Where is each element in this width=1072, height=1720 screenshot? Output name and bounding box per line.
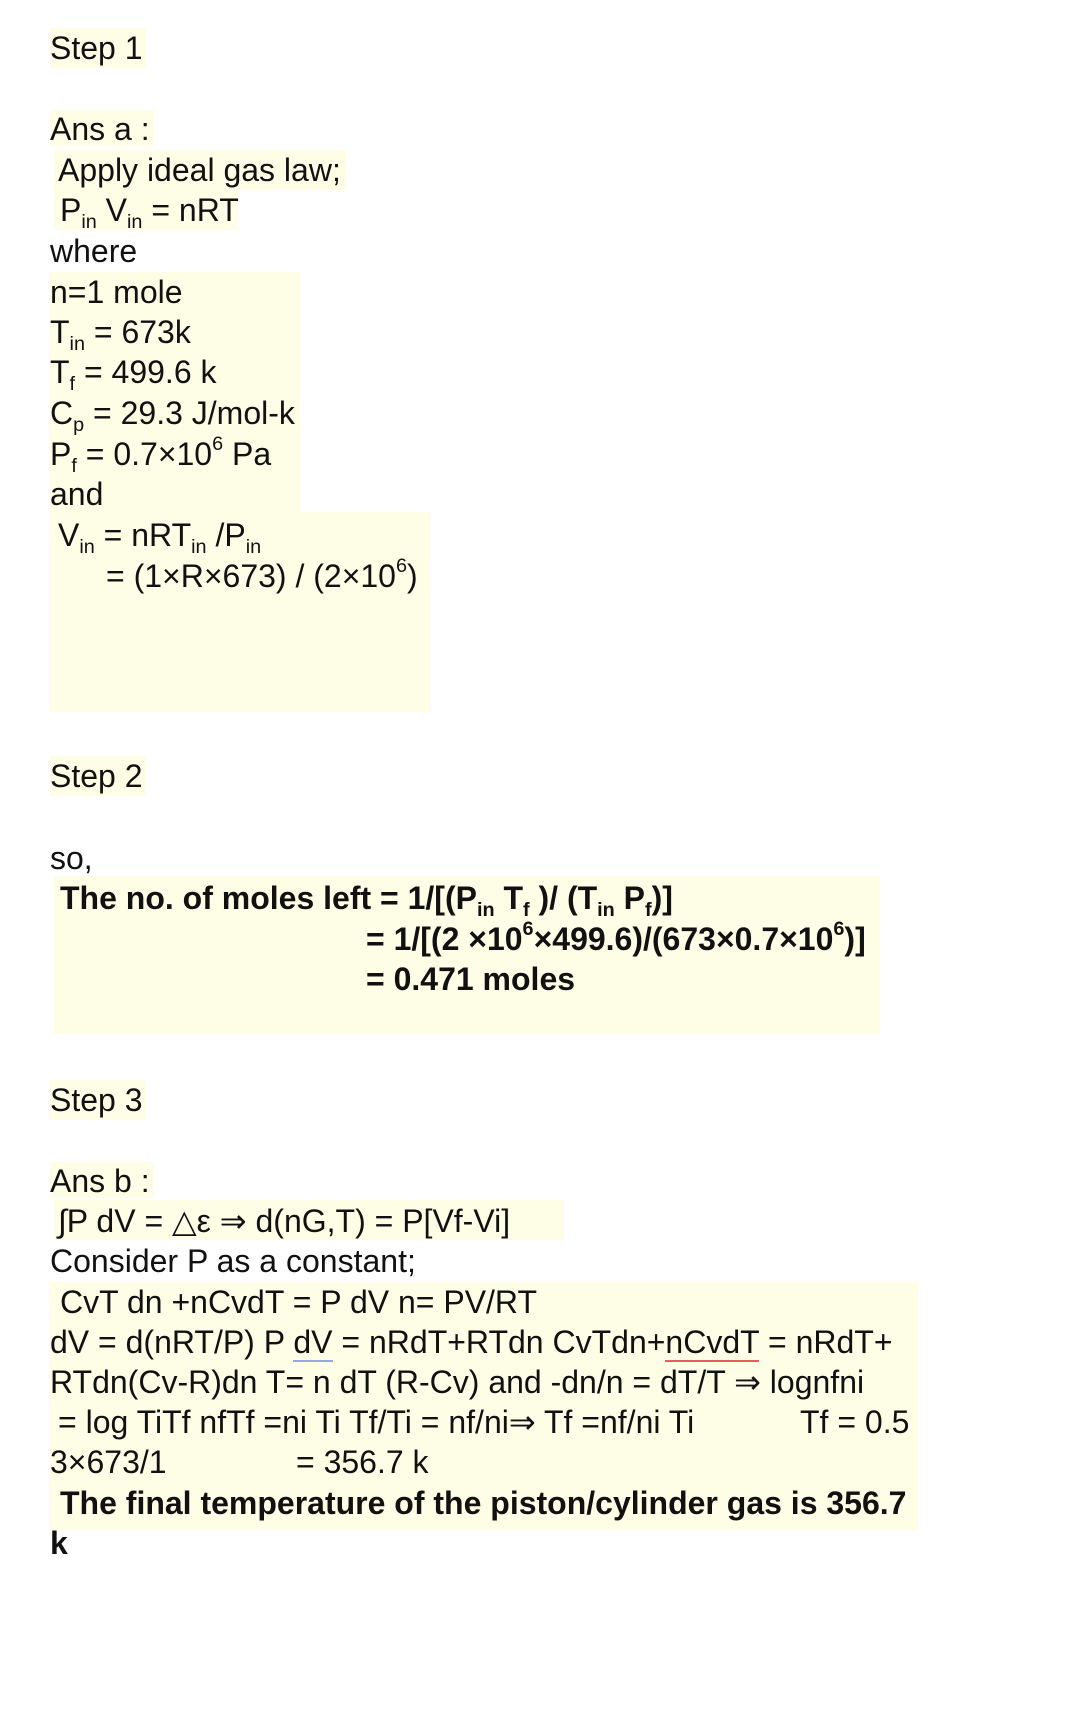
- ans-b-label: Ans b :: [50, 1163, 150, 1199]
- apply-ideal-gas-law: Apply ideal gas law;: [58, 152, 341, 188]
- so-label: so,: [50, 840, 93, 876]
- given-tf: $T_f = 499.6$ k: [50, 354, 217, 395]
- moles-left-equation: The no. of moles left = $1/[(P_{in}$ $T_f$ )/ ($T_{in}$ $P_f$)]: [60, 880, 673, 921]
- vin-substitution: = $(1\times R\times 673) / (2\times 10^6)$: [106, 555, 418, 594]
- given-pf: $P_f = 0.7\times 10^6$ Pa: [50, 433, 272, 477]
- derivation-line-3-right: Tf = 0.5: [800, 1404, 910, 1440]
- step3-heading: Step 3: [50, 1082, 143, 1118]
- given-tin: $T_{in} = 673k$: [50, 314, 191, 355]
- derivation-line-2: RTdn(Cv-R)dn T= n dT (R-Cv) and -dn/n = dT/T ⇒ lognfni: [50, 1364, 865, 1400]
- derivation-line-1: dV = d(nRT/P) P dV = nRdT+RTdn CvTdn+nCvdT = nRdT+: [50, 1324, 893, 1360]
- where-label: where: [50, 233, 138, 269]
- derivation-line-3: = log TiTf nfTf =ni Ti Tf/Ti = nf/ni⇒ Tf =nf/ni Ti: [58, 1404, 695, 1440]
- step2-heading: Step 2: [50, 758, 143, 794]
- moles-result: = 0.471 moles: [366, 961, 576, 997]
- given-n: n=1 mole: [50, 274, 183, 310]
- ideal-gas-law-equation: $P_{in}$ $V_{in}$ = nRT: [60, 192, 239, 233]
- energy-balance-line: CvT dn +nCvdT = P dV n= PV/RT: [60, 1284, 537, 1320]
- and-label: and: [50, 476, 104, 512]
- integral-equation: ∫P dV = △ε ⇒ d(nG,T) = P[Vf-Vi]: [58, 1203, 511, 1239]
- derivation-line-4: 3×673/1: [50, 1444, 167, 1480]
- vin-equation: $V_{in} = nRT_{in}$ $/P_{in}$: [58, 517, 262, 558]
- given-cp: $C_p = 29.3$ J/mol-k: [50, 395, 295, 436]
- temperature-result: = 356.7 k: [296, 1444, 429, 1480]
- final-answer-line-1: The final temperature of the piston/cylinder gas is 356.7: [60, 1485, 907, 1521]
- ans-a-label: Ans a :: [50, 111, 150, 147]
- moles-substitution: = $1/[(2 \times 10^6\times 499.6)/(673\times 0.7\times 10^6)]$: [366, 918, 866, 957]
- constant-pressure-note: Consider P as a constant;: [50, 1243, 416, 1279]
- final-answer-line-2: k: [50, 1525, 68, 1561]
- step1-heading: Step 1: [50, 30, 143, 66]
